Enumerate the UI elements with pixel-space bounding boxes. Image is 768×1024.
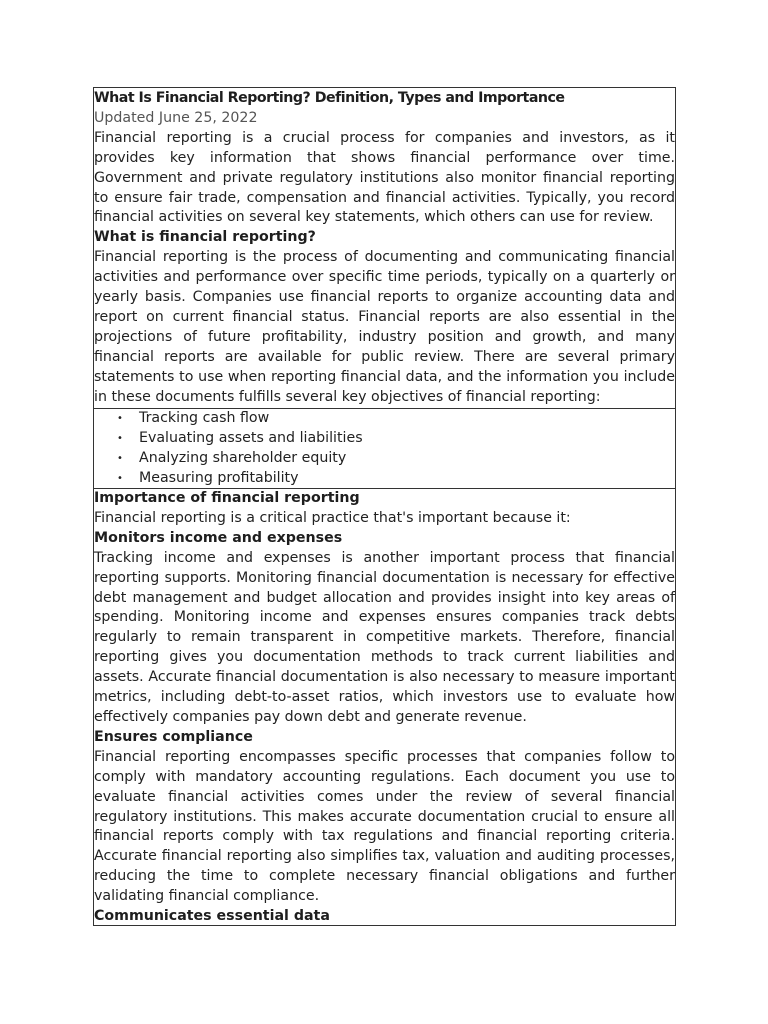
list-item: • Measuring profitability [94,469,675,489]
monitors-paragraph: Tracking income and expenses is another important process that financial reporting supports. Monitoring financial documentation is necessary for effective debt management and budget allocation and provides insight into key areas of spending. Monitoring income and expenses ensures companies track debts regularly to remain transparent in competitive markets. Therefore, financial reporting gives you documentation methods to track current liabilities and assets. Accurate financial documentation is also necessary to measure important metrics, including debt-to-asset ratios, which investors use to evaluate how effectively companies pay down debt and generate revenue. [94,549,675,725]
importance-intro: Financial reporting is a critical practice that's important because it: [94,509,571,526]
section-heading-what-is: What is financial reporting? [94,229,316,246]
document-page [93,87,676,926]
section-heading-compliance: Ensures compliance [94,728,253,745]
objectives-list [94,409,675,489]
list-item: • Tracking cash flow [94,409,675,429]
list-item: • Evaluating assets and liabilities [94,429,675,449]
bullet-icon: • [117,452,123,464]
intro-paragraph: Financial reporting is a crucial process for companies and investors, as it provides key information that shows financial performance over time. Government and private regulatory institutions also monitor financial reporting to ensure fair trade, compensation and financial activities. Typically, you record financial activities on several key statements, which others can use for review. [94,129,675,226]
intro-section [93,87,676,408]
objectives-list-section [93,408,676,488]
definition-paragraph: Financial reporting is the process of documenting and communicating financial activities and performance over specific time periods, typically on a quarterly or yearly basis. Companies use financial reports to organize accounting data and report on current financial status. Financial reports are also essential in the projections of future profitability, industry position and growth, and many financial reports are available for public review. There are several primary statements to use when reporting financial data, and the information you include in these documents fulfills several key objectives of financial reporting: [94,249,675,405]
importance-section [93,488,676,926]
bullet-icon: • [117,413,123,424]
compliance-paragraph: Financial reporting encompasses specific processes that companies follow to comply with mandatory accounting regulations. Each document you use to evaluate financial activities comes under the review of several financial regulatory institutions. This makes accurate documentation crucial to ensure all financial reports comply with tax regulations and financial reporting criteria. Accurate financial reporting also simplifies tax, valuation and auditing processes, reducing the time to complete necessary financial obligations and further validating financial compliance. [94,748,675,905]
section-heading-monitors: Monitors income and expenses [94,529,343,546]
section-heading-importance: Importance of financial reporting [94,490,360,506]
bullet-icon: • [117,432,123,444]
article-title: What Is Financial Reporting? Definition, Types and Importance [94,90,565,106]
list-item: • Analyzing shareholder equity [94,449,675,469]
bullet-icon: • [117,472,123,484]
section-heading-communicates: Communicates essential data [94,908,330,925]
updated-date: Updated June 25, 2022 [94,109,258,126]
